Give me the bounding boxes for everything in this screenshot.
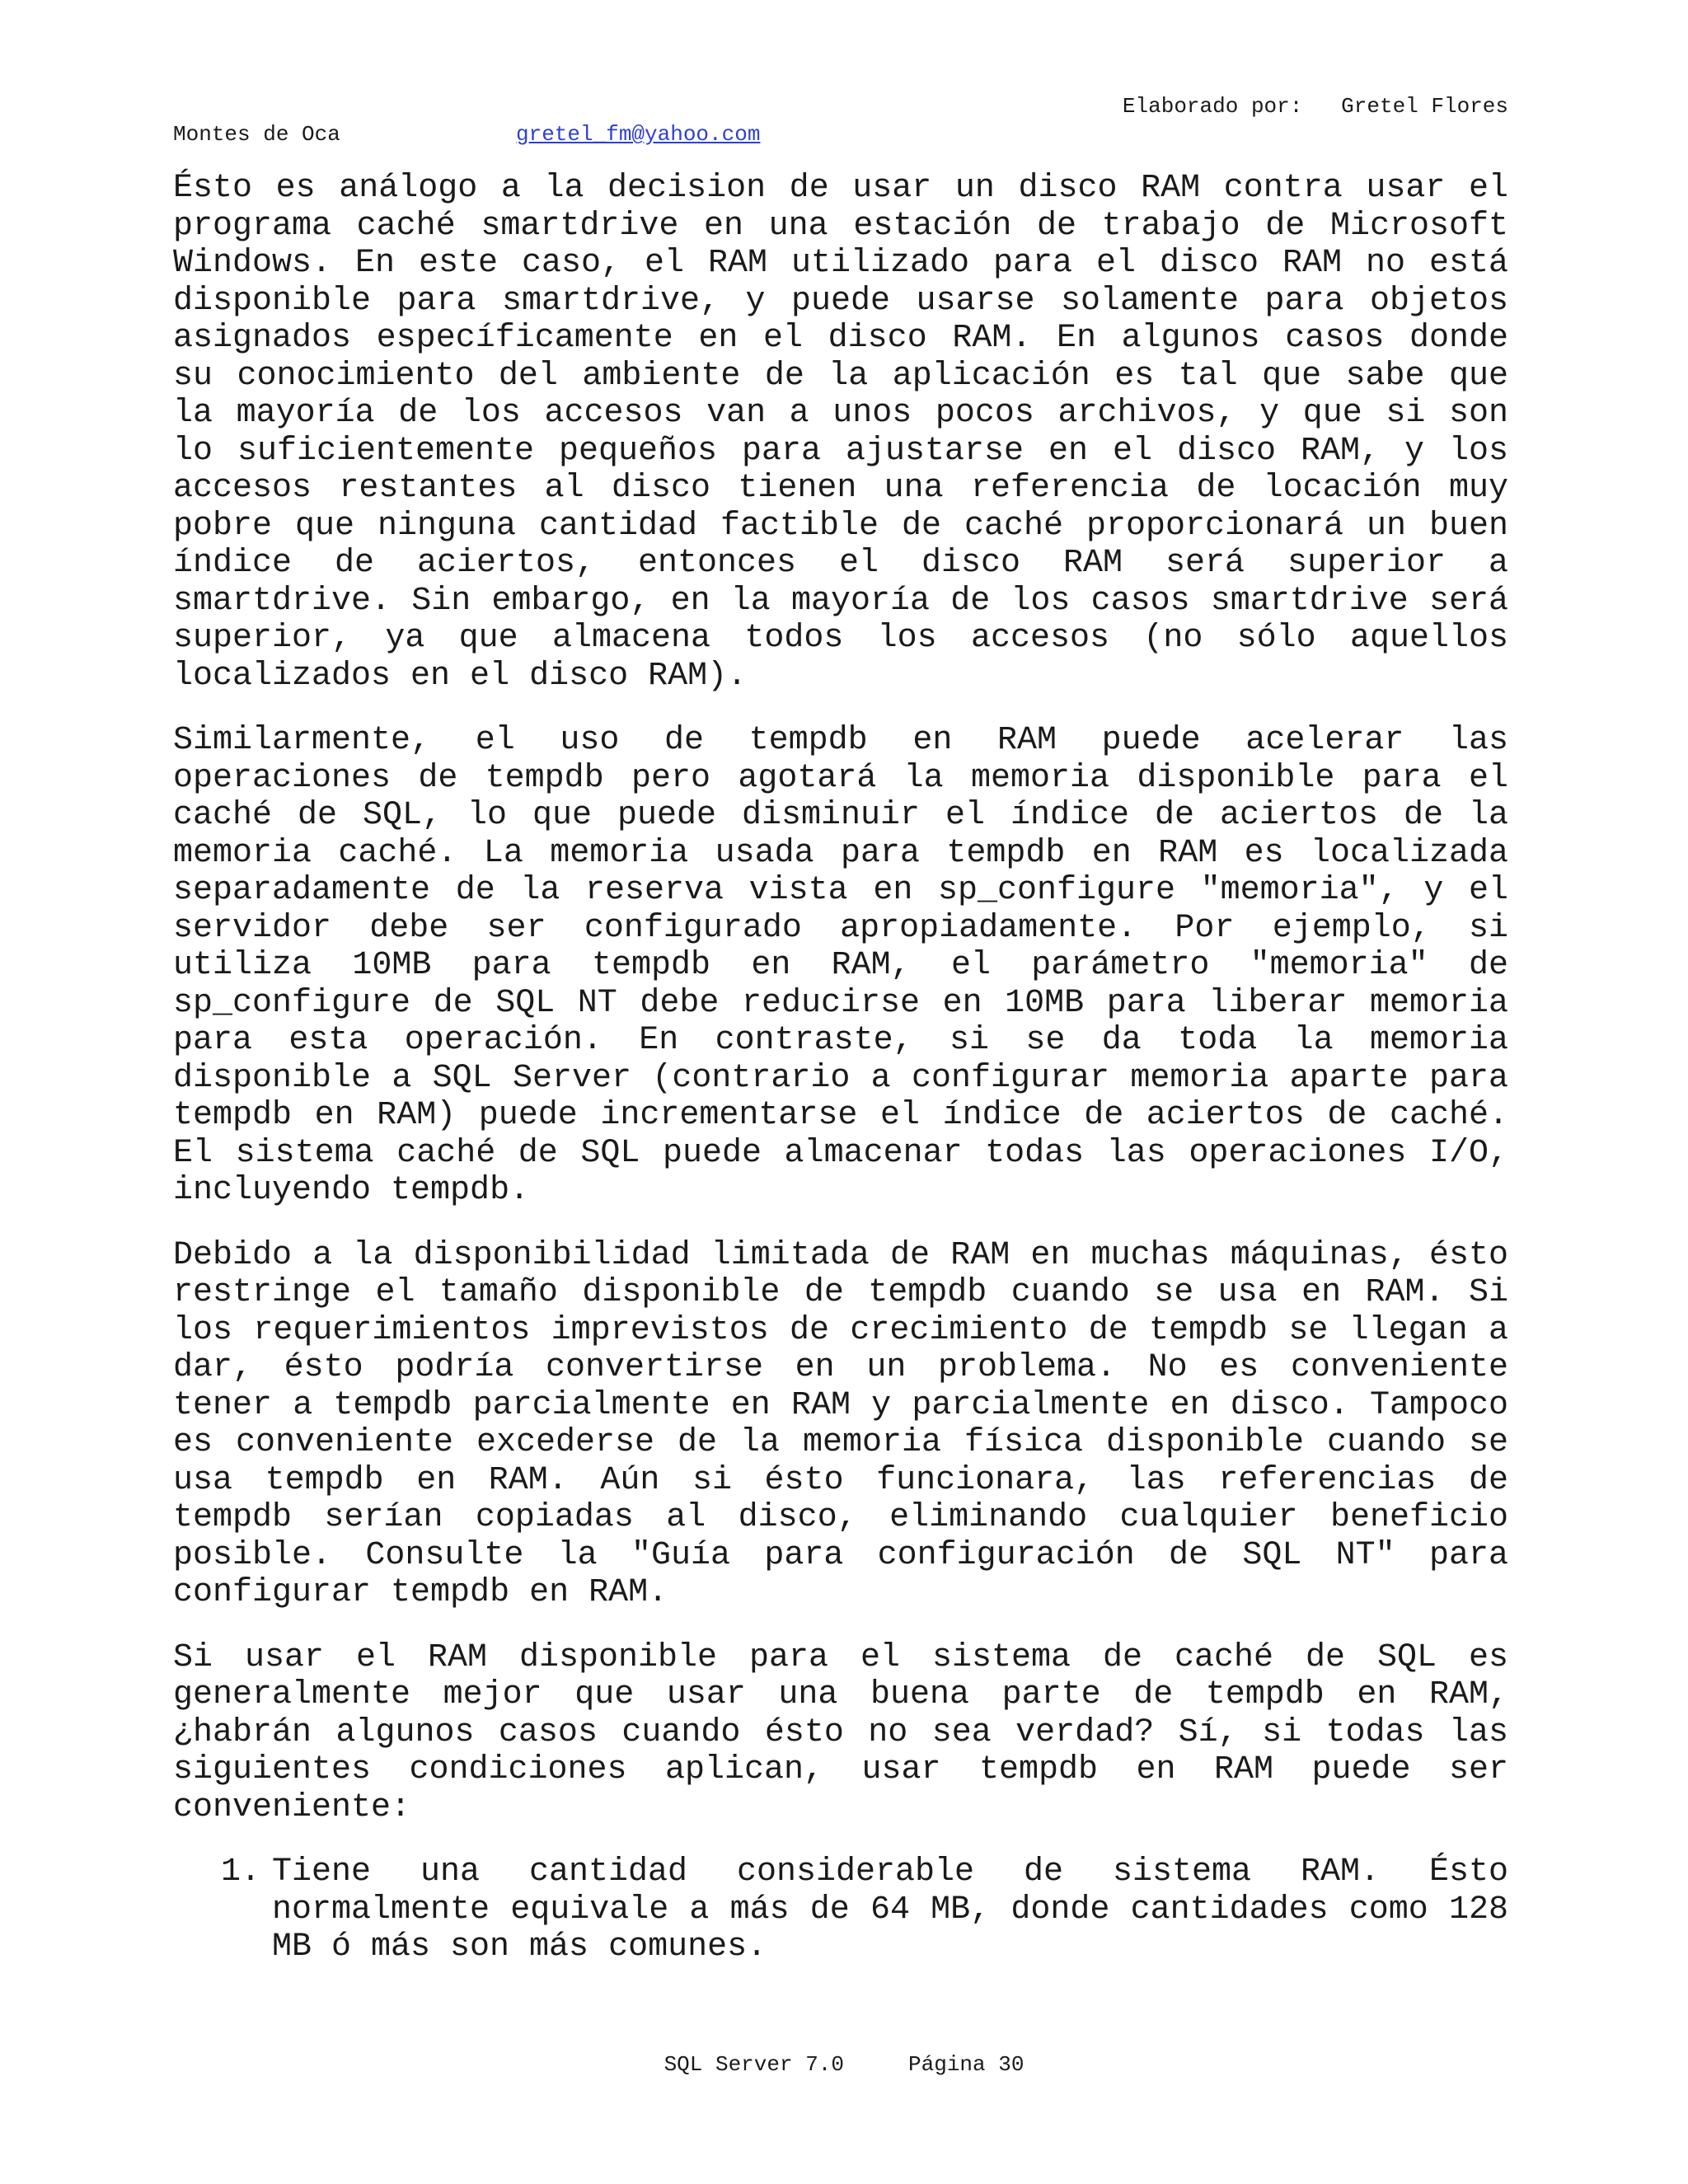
conditions-list xyxy=(173,1854,1508,1966)
page-footer: SQL Server 7.0 Página 30 xyxy=(663,2052,1025,2077)
list-item xyxy=(173,1854,1508,1966)
header-email-link[interactable]: gretel_fm@yahoo.com xyxy=(516,122,761,147)
header-author-surname: Montes de Oca xyxy=(173,122,340,147)
list-item-number: 1. xyxy=(221,1854,261,1891)
paragraph-2: Similarmente, el uso de tempdb en RAM puede acelerar las operaciones de tempdb pero agotará la memoria disponible para el caché de SQL, lo que puede disminuir el índice de aciertos de la memoria caché. La memoria usada para tempdb en RAM es localizada separadamente de la reserva vista en sp_configure "memoria", y el servidor debe ser configurado apropiadamente. Por ejemplo, si utiliza 10MB para tempdb en RAM, el parámetro "memoria" de sp_configure de SQL NT debe reducirse en 10MB para liberar memoria para esta operación. En contraste, si se da toda la memoria disponible a SQL Server (contrario a configurar memoria aparte para tempdb en RAM) puede incrementarse el índice de aciertos de caché. El sistema caché de SQL puede almacenar todas las operaciones I/O, incluyendo tempdb. xyxy=(173,722,1508,1209)
paragraph-4: Si usar el RAM disponible para el sistema de caché de SQL es generalmente mejor que usar una buena parte de tempdb en RAM, ¿habrán algunos casos cuando ésto no sea verdad? Sí, si todas las siguientes condiciones aplican, usar tempdb en RAM puede ser conveniente: xyxy=(173,1638,1508,1826)
paragraph-1: Ésto es análogo a la decision de usar un disco RAM contra usar el programa caché smartdrive en una estación de trabajo de Microsoft Windows. En este caso, el RAM utilizado para el disco RAM no está disponible para smartdrive, y puede usarse solamente para objetos asignados específicamente en el disco RAM. En algunos casos donde su conocimiento del ambiente de la aplicación es tal que sabe que la mayoría de los accesos van a unos pocos archivos, y que si son lo suficientemente pequeños para ajustarse en el disco RAM, y los accesos restantes al disco tienen una referencia de locación muy pobre que ninguna cantidad factible de caché proporcionará un buen índice de aciertos, entonces el disco RAM será superior a smartdrive. Sin embargo, en la mayoría de los casos smartdrive será superior, ya que almacena todos los accesos (no sólo aquellos localizados en el disco RAM). xyxy=(173,170,1508,695)
header-author: Elaborado por: Gretel Flores xyxy=(1122,94,1508,119)
list-item-text: Tiene una cantidad considerable de sistema RAM. Ésto normalmente equivale a más de 64 MB, donde cantidades como 128 MB ó más son más comunes. xyxy=(272,1854,1508,1966)
body-content xyxy=(173,170,1508,1966)
paragraph-3: Debido a la disponibilidad limitada de RAM en muchas máquinas, ésto restringe el tamaño disponible de tempdb cuando se usa en RAM. Si los requerimientos imprevistos de crecimiento de tempdb se llegan a dar, ésto podría convertirse en un problema. No es conveniente tener a tempdb parcialmente en RAM y parcialmente en disco. Tampoco es conveniente excederse de la memoria física disponible cuando se usa tempdb en RAM. Aún si ésto funcionara, las referencias de tempdb serían copiadas al disco, eliminando cualquier beneficio posible. Consulte la "Guía para configuración de SQL NT" para configurar tempdb en RAM. xyxy=(173,1236,1508,1611)
page-header xyxy=(173,92,1508,150)
